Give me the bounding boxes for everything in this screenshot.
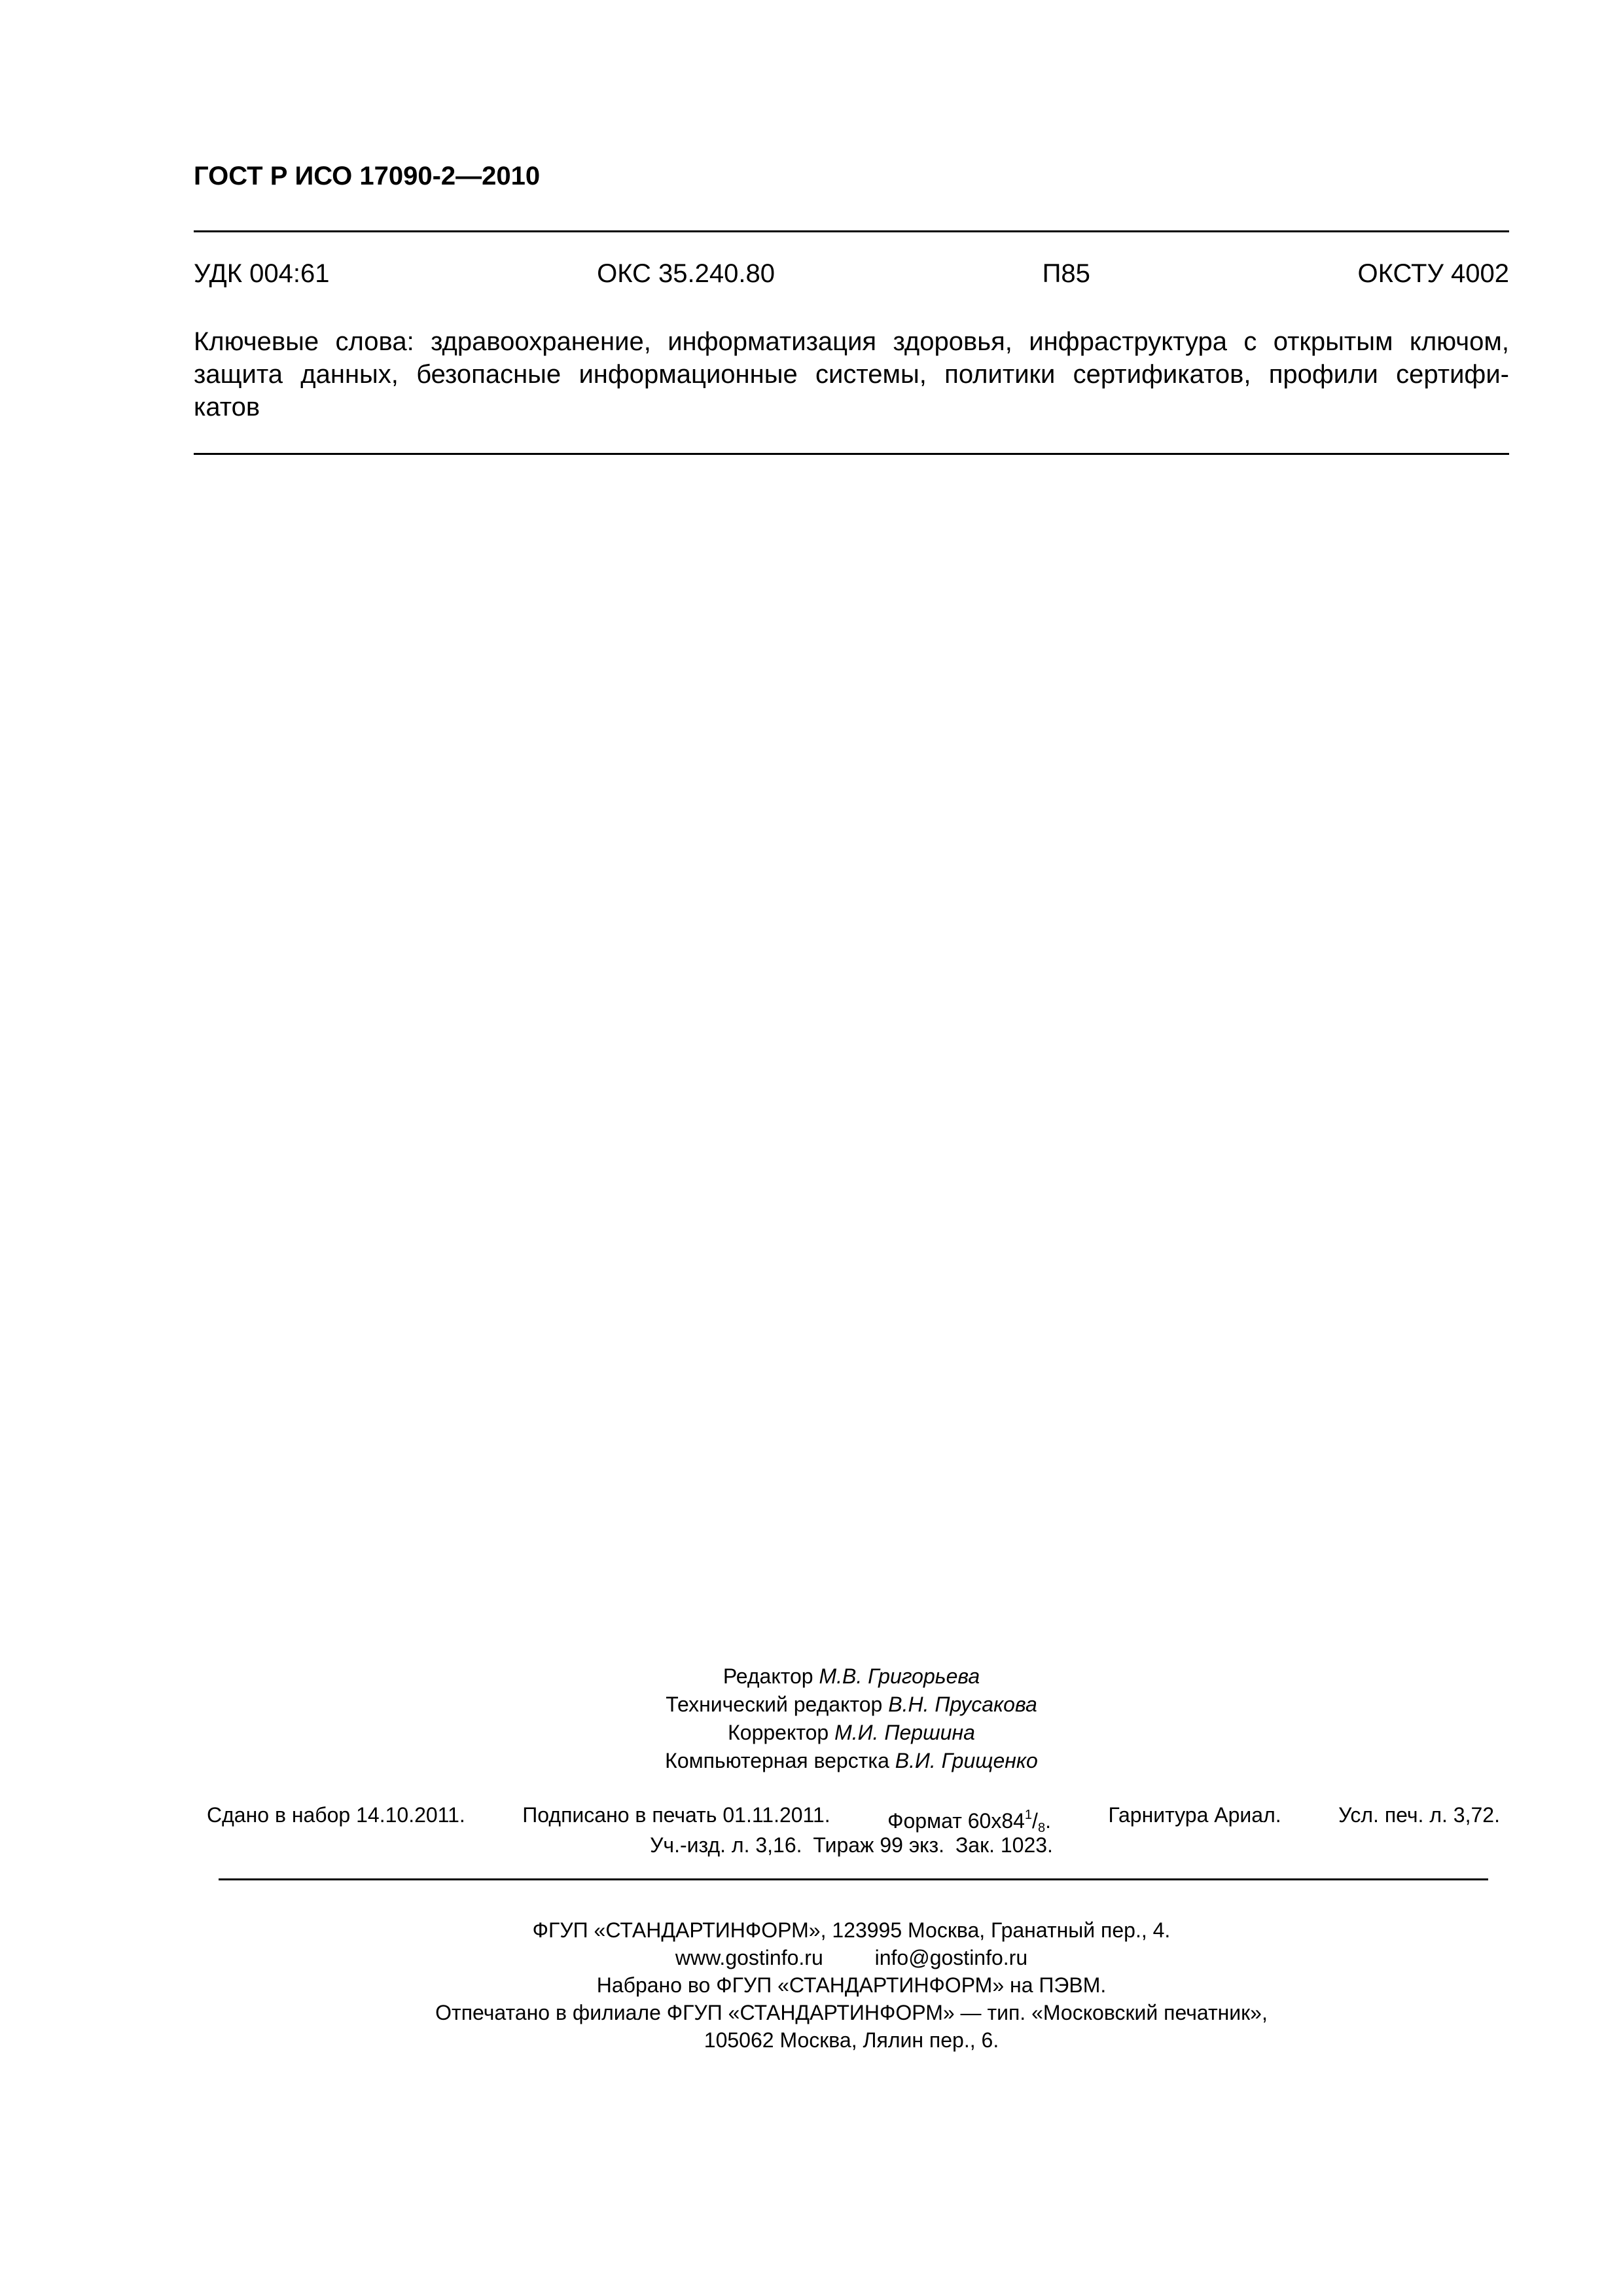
edit-sheets: Уч.-изд. л. 3,16. xyxy=(650,1833,802,1857)
okstu-code: ОКСТУ 4002 xyxy=(1357,259,1509,288)
credit-role: Компьютерная верстка xyxy=(665,1749,889,1772)
credit-name: М.И. Першина xyxy=(834,1721,975,1744)
credit-name: М.В. Григорьева xyxy=(819,1664,980,1688)
printer-address: 105062 Москва, Лялин пер., 6. xyxy=(704,2028,999,2052)
format-sub: 8 xyxy=(1037,1821,1046,1835)
format-suffix: . xyxy=(1045,1809,1051,1833)
credit-name: В.Н. Прусакова xyxy=(888,1693,1037,1716)
print-sheets: Усл. печ. л. 3,72. xyxy=(1338,1803,1500,1827)
credit-editor xyxy=(194,1662,1509,1691)
credit-role: Корректор xyxy=(728,1721,829,1744)
classification-row xyxy=(194,257,1509,290)
circulation: Тираж 99 экз. xyxy=(813,1833,945,1857)
keywords-line: катов xyxy=(194,393,260,422)
typeface: Гарнитура Ариал. xyxy=(1108,1803,1281,1827)
credit-role: Технический редактор xyxy=(666,1693,883,1716)
keywords-line: Ключевые слова: здравоохранение, информатизация здоровья, инфраструктура с открытым ключом, xyxy=(194,327,1509,356)
keywords-divider xyxy=(194,453,1509,455)
submitted-date: Сдано в набор 14.10.2011. xyxy=(207,1803,465,1827)
format-sup: 1 xyxy=(1024,1808,1033,1822)
publisher-contacts xyxy=(194,1944,1509,1971)
oks-code: ОКС 35.240.80 xyxy=(597,259,776,288)
printed-note: Отпечатано в филиале ФГУП «СТАНДАРТИНФОРМ» — тип. «Московский печатник», xyxy=(435,2001,1268,2024)
editorial-credits xyxy=(194,1662,1509,1775)
udk-code: УДК 004:61 xyxy=(194,259,330,288)
signed-date: Подписано в печать 01.11.2011. xyxy=(522,1803,830,1827)
typeset-note: Набрано во ФГУП «СТАНДАРТИНФОРМ» на ПЭВМ. xyxy=(596,1973,1107,1997)
imprint-divider xyxy=(219,1878,1488,1880)
document-title: ГОСТ Р ИСО 17090-2—2010 xyxy=(194,162,541,190)
credit-role: Редактор xyxy=(722,1664,813,1688)
format-prefix: Формат 60x84 xyxy=(887,1809,1025,1833)
keywords-block xyxy=(194,325,1509,423)
publisher-block xyxy=(194,1916,1509,2054)
p-code: П85 xyxy=(1042,259,1090,288)
publisher-email: info@gostinfo.ru xyxy=(874,1946,1028,1969)
credit-technical-editor xyxy=(194,1691,1509,1719)
paper-format: Формат $60x84^1/_8$. xyxy=(887,1808,1051,1835)
publisher-website: www.gostinfo.ru xyxy=(675,1946,823,1969)
keywords-line: защита данных, безопасные информационные системы, политики сертификатов, профили сертифи- xyxy=(194,360,1509,389)
credit-name: В.И. Грищенко xyxy=(895,1749,1038,1772)
printing-details-row-2 xyxy=(194,1831,1509,1859)
top-divider xyxy=(194,230,1509,232)
credit-layout xyxy=(194,1747,1509,1775)
publisher-address: ФГУП «СТАНДАРТИНФОРМ», 123995 Москва, Гранатный пер., 4. xyxy=(532,1918,1171,1942)
credit-proofreader xyxy=(194,1719,1509,1747)
order-number: Зак. 1023. xyxy=(955,1833,1053,1857)
